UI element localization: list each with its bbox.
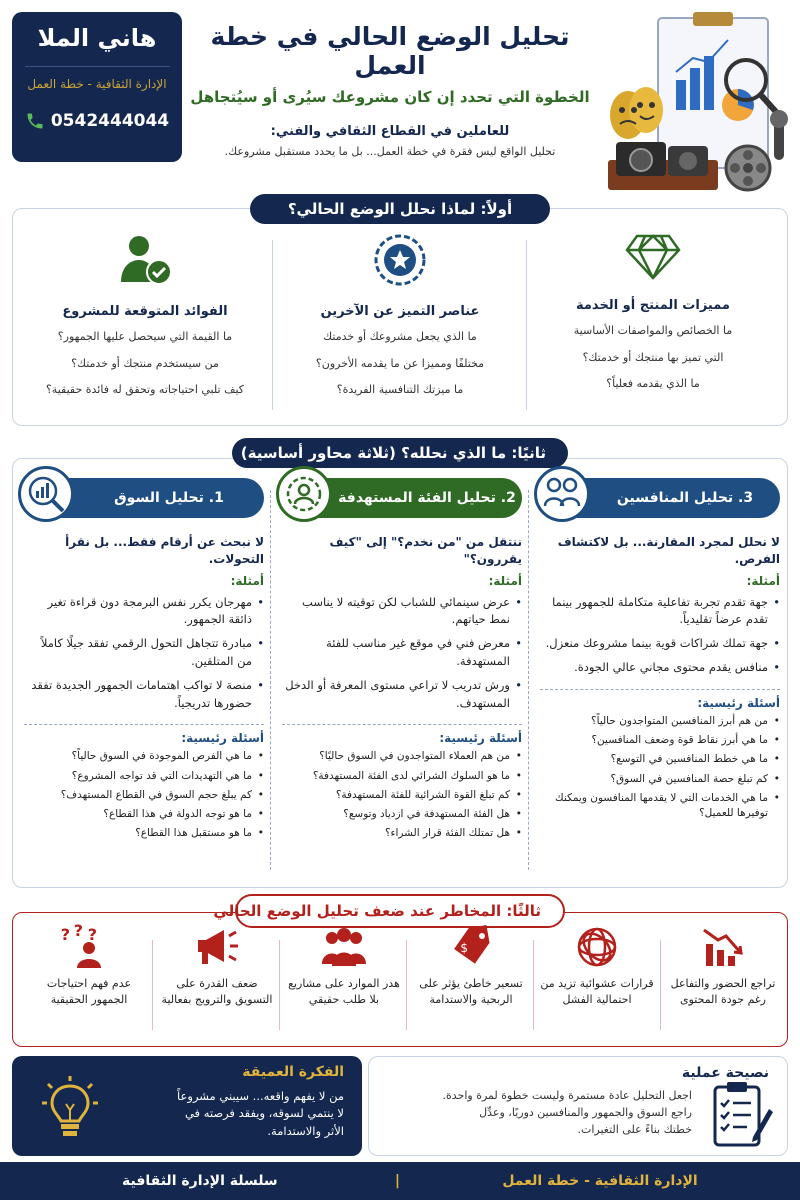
feature-line: ما الخصائص والمواصفات الأساسية [573,324,733,337]
divider [540,689,780,690]
feature-line: ما الذي يقدمه فعلياً؟ [606,377,700,390]
list-item: • هل الفئة المستهدفة في ازدياد وتوسع؟ [282,807,522,822]
list-item: • مهرجان يكرر نفس البرمجة دون قراءة تغير ذائقة الجمهور. [24,594,264,630]
axis-competitors [540,478,780,878]
list-item: • كم يبلغ حجم السوق في القطاع المستهدف؟ [24,788,264,803]
page-subtitle: الخطوة التي تحدد إن كان مشروعك سيُرى أو سيُتجاهل [190,88,590,106]
list-item: • ما هو توجه الدولة في هذا القطاع؟ [24,807,264,822]
tip-line: خطتك بناءً على التغيرات. [577,1123,692,1137]
practical-tip-card [368,1056,788,1156]
feature-line: من سيستخدم منتجك أو خدمتك؟ [71,356,219,370]
brand-phone[interactable] [12,111,182,131]
deep-idea-title: الفكرة العميقة [242,1064,344,1080]
axis-lead: لا نبحث عن أرقام فقط... بل نقرأ التحولات. [65,535,264,566]
list-item: • جهة تقدم تجربة تفاعلية متكاملة للجمهور بينما تقدم عرضاً تقليدياً. [540,594,780,630]
brand-card [12,12,182,162]
risk-item [158,924,276,1044]
questions-label: أسئلة رئيسية: [697,695,780,710]
tip-title: نصيحة عملية [681,1065,769,1081]
phone-number: 0542444044 [50,111,170,131]
feature-line: ما القيمة التي سيحصل عليها الجمهور؟ [57,330,233,343]
risk-text: هدر الموارد على مشاريع بلا طلب حقيقي [288,977,400,1006]
deep-idea-body [129,1088,344,1140]
list-item: • من هم أبرز المنافسين المتواجدون حالياً؟ [540,714,780,729]
axis-title: 1. تحليل السوق [114,490,224,506]
megaphone-icon [192,924,242,970]
risk-divider [660,940,661,1030]
examples-list [540,594,780,677]
star-badge-icon [372,232,428,288]
risk-text: قرارات عشوائية تزيد من احتمالية الفشل [540,977,654,1006]
list-item: • منافس يقدم محتوى مجاني عالي الجودة. [540,659,780,677]
risk-divider [406,940,407,1030]
list-item: • ما هو السلوك الشرائي لدى الفئة المستهدفة؟ [282,769,522,784]
risk-divider [279,940,280,1030]
axis-market [24,478,264,878]
feature-title: الفوائد المتوقعة للمشروع [62,304,228,319]
list-item: • ما هي الخدمات التي لا يقدمها المنافسون ويمكنك توفيرها للعميل؟ [540,791,780,821]
section3-heading: ثالثًا: المخاطر عند ضعف تحليل الوضع الحالي [235,894,565,928]
list-item: • هل تمتلك الفئة قرار الشراء؟ [282,826,522,841]
footer-separator: | [394,1173,400,1189]
divider [282,724,522,725]
feature-line: مختلفًا ومميزا عن ما يقدمه الأخرون؟ [315,356,485,370]
questions-label: أسئلة رئيسية: [439,731,522,746]
footer-series-left: سلسلة الإدارة الثقافية [122,1173,278,1189]
axis-header [540,478,780,518]
list-item: • معرض فني في موقع غير مناسب للفئة المستهدفة. [282,635,522,671]
risk-text: تراجع الحضور والتفاعل رغم جودة المحتوى [670,977,776,1006]
deep-idea-line: الأثر والاستدامة. [267,1123,344,1138]
market-analysis-icon [18,466,74,522]
risk-text: تسعير خاطئ يؤثر على الربحية والاستدامة [419,977,523,1006]
column-divider [272,240,273,410]
lightbulb-icon [40,1074,100,1140]
list-item: • من هم العملاء المتواجدون في السوق حاليًا؟ [282,749,522,764]
list-item: • منصة لا تواكب اهتمامات الجمهور الجديدة تفقد حضورها تدريجياً. [24,677,264,713]
chart-down-icon [700,924,746,970]
people-icon [318,924,370,970]
list-item: • ما هو مستقبل هذا القطاع؟ [24,826,264,841]
axis-lead: لا نحلل لمجرد المقارنة... بل لاكتشاف الفرص. [557,535,780,566]
list-item: • مبادرة تتجاهل التحول الرقمي تفقد جيلًا كاملاً من المتلقين. [24,635,264,671]
footer [0,1162,800,1200]
deep-idea-card [12,1056,362,1156]
tip-line: راجع السوق والجمهور والمنافسين دوريًا، وعدِّل [479,1106,692,1120]
question-person-icon [60,921,114,970]
examples-label: أمثلة: [488,573,522,588]
list-item: • ما هي خطط المنافسين في التوسع؟ [540,752,780,767]
feature-title: عناصر التميز عن الآخرين [320,304,480,319]
section2-heading: ثانيًا: ما الذي نحلله؟ (ثلاثة محاور أساسية) [232,438,568,468]
risk-text: عدم فهم احتياجات الجمهور الحقيقية [46,977,132,1006]
user-check-icon [115,232,175,288]
clipboard-checklist-icon [709,1079,773,1151]
page-title: تحليل الوضع الحالي في خطة العمل [210,22,570,80]
questions-list [540,714,780,821]
column-divider [270,490,271,870]
list-item: • ما هي الفرص الموجودة في السوق حالياً؟ [24,749,264,764]
feature-line: كيف تلبي احتياجاته وتحقق له فائدة حقيقية؟ [45,383,245,396]
list-item: • جهة تملك شراكات قوية بينما مشروعك منعزل. [540,635,780,653]
tip-body [382,1087,692,1138]
header [190,22,590,158]
divider [24,724,264,725]
axis-header [24,478,264,518]
intro-line-1: للعاملين في القطاع الثقافي والفني: [270,124,510,139]
feature-line: ما الذي يجعل مشروعك أو خدمتك [323,330,477,343]
deep-idea-line: من لا يفهم واقعه... سيبني مشروعاً [177,1089,344,1103]
list-item: • عرض سينمائي للشباب لكن توقيته لا يناسب نمط حياتهم. [282,594,522,630]
target-audience-icon [276,466,332,522]
svg-text:?: ? [60,925,70,944]
list-item: • ما هي أبرز نقاط قوة وضعف المنافسين؟ [540,733,780,748]
risk-item [412,924,530,1044]
hero-illustration [598,10,790,195]
risk-divider [533,940,534,1030]
svg-text:?: ? [87,925,97,944]
price-tag-icon [448,924,494,970]
axis-title: 2. تحليل الفئة المستهدفة [338,490,516,506]
list-item: • كم تبلغ حصة المنافسين في السوق؟ [540,772,780,787]
axis-header [282,478,522,518]
brand-subtitle: الإدارة الثقافية - خطة العمل [25,66,170,91]
svg-text:?: ? [73,921,83,940]
risk-item [664,924,782,1044]
examples-list [24,594,264,713]
diamond-icon [625,232,681,282]
deep-idea-line: لا ينتمي لسوقه، ويفقد فرصته في [184,1106,344,1121]
list-item: • كم تبلغ القوة الشرائية للفئة المستهدفة؟ [282,788,522,803]
footer-series-right: الإدارة الثقافية - خطة العمل [502,1173,698,1189]
risk-divider [152,940,153,1030]
list-item: • ورش تدريب لا تراعي مستوى المعرفة أو الدخل المستهدف. [282,677,522,713]
feature-column-3 [20,232,270,422]
risk-item [285,924,403,1044]
feature-line: ما ميزتك التنافسية الفريدة؟ [336,383,464,396]
examples-list [282,594,522,713]
examples-label: أمثلة: [230,573,264,588]
axis-lead: ننتقل من "من نخدم؟" إلى "كيف يقررون؟" [329,535,522,566]
brand-name: هاني الملا [37,24,157,52]
questions-list [24,749,264,841]
feature-title: مميزات المنتج أو الخدمة [576,298,730,313]
tangle-icon [574,924,620,970]
section1-heading: أولاً: لماذا نحلل الوضع الحالي؟ [250,194,550,224]
axis-title: 3. تحليل المنافسين [616,490,754,506]
feature-column-1 [528,232,778,422]
intro-line-2: تحليل الواقع ليس فقرة في خطة العمل... بل ما يحدد مستقبل مشروعك. [224,145,556,158]
risk-item [538,924,656,1044]
column-divider [528,490,529,870]
list-item: • ما هي التهديدات التي قد تواجه المشروع؟ [24,769,264,784]
tip-line: اجعل التحليل عادة مستمرة وليست خطوة لمرة واحدة. [442,1089,692,1102]
examples-label: أمثلة: [746,573,780,588]
risk-item [30,921,148,1044]
risk-text: ضعف القدرة على التسويق والترويج بفعالية [161,977,273,1006]
column-divider [526,240,527,410]
questions-list [282,749,522,841]
feature-line: التي تميز بها منتجك أو خدمتك؟ [582,350,724,364]
phone-icon [25,111,45,131]
people-desk-icon [534,466,590,522]
svg-text:$: $ [460,941,468,955]
axis-target-audience [282,478,522,878]
feature-column-2 [275,232,525,422]
questions-label: أسئلة رئيسية: [181,731,264,746]
